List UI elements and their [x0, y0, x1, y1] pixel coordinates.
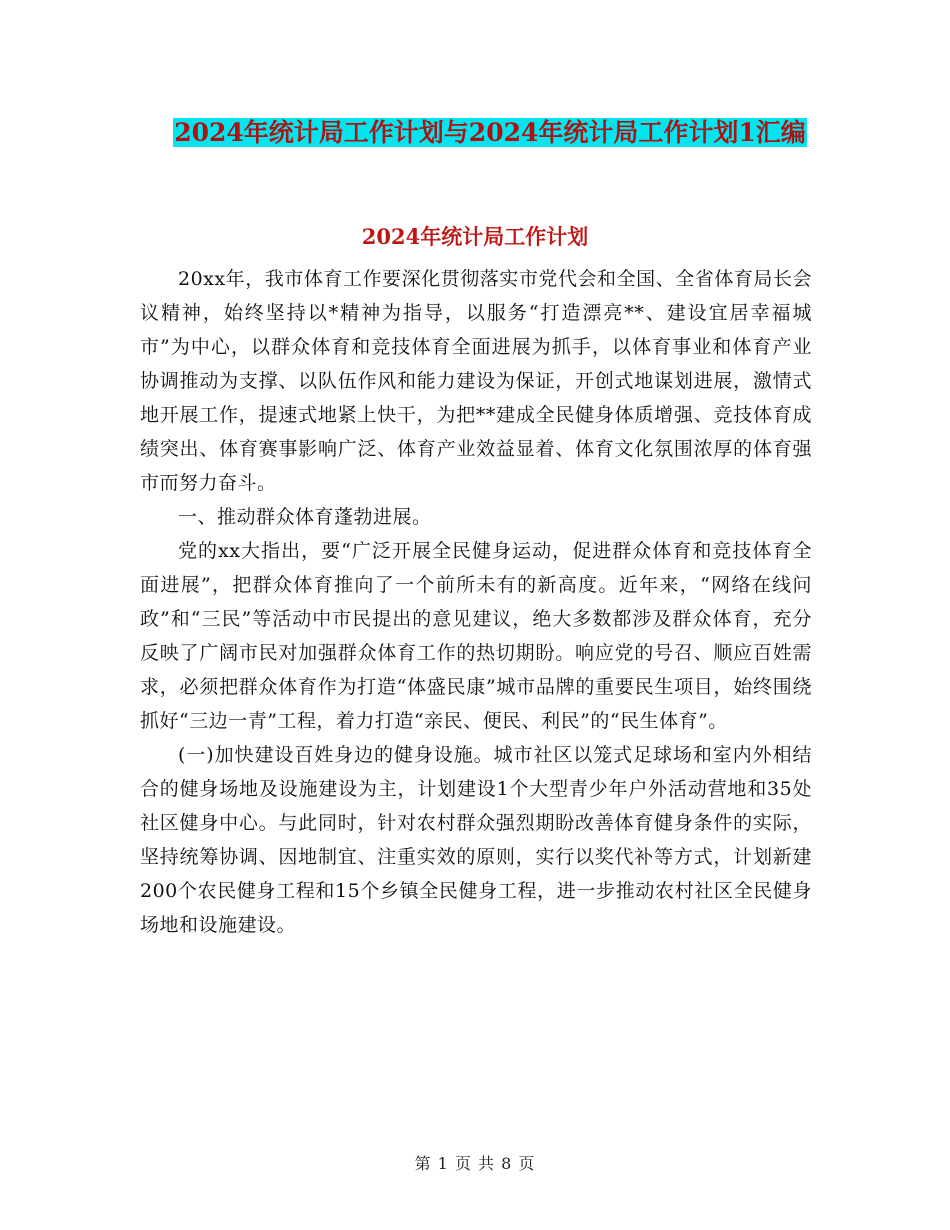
document-body [140, 262, 812, 942]
document-title-text: 2024年统计局工作计划与2024年统计局工作计划1汇编 [174, 118, 806, 147]
paragraph: 党的xx大指出，要“广泛开展全民健身运动，促进群众体育和竞技体育全面进展”，把群众体育推向了一个前所未有的新高度。近年来，“网络在线问政”和“三民”等活动中市民提出的意见建议，绝大多数都涉及群众体育，充分反映了广阔市民对加强群众体育工作的热切期盼。响应党的号召、顺应百姓需求，必须把群众体育作为打造“体盛民康”城市品牌的重要民生项目，始终围绕抓好“三边一青”工程，着力打造“亲民、便民、利民”的“民生体育”。 [140, 540, 812, 732]
document-title [140, 112, 840, 154]
page-footer: 第 1 页 共 8 页 [414, 1154, 536, 1173]
section-title: 2024年统计局工作计划 [361, 224, 589, 249]
paragraph: (一)加快建设百姓身边的健身设施。城市社区以笼式足球场和室内外相结合的健身场地及设施建设为主，计划建设1个大型青少年户外活动营地和35处社区健身中心。与此同时，针对农村群众强烈期盼改善体育健身条件的实际，坚持统筹协调、因地制宜、注重实效的原则，实行以奖代补等方式，计划新建200个农民健身工程和15个乡镇全民健身工程，进一步推动农村社区全民健身场地和设施建设。 [140, 744, 812, 936]
paragraph: 20xx年，我市体育工作要深化贯彻落实市党代会和全国、全省体育局长会议精神，始终坚持以*精神为指导，以服务“打造漂亮**、建设宜居幸福城市”为中心，以群众体育和竞技体育全面进展为抓手，以体育事业和体育产业协调推动为支撑、以队伍作风和能力建设为保证，开创式地谋划进展，激情式地开展工作，提速式地紧上快干，为把**建成全民健身体质增强、竞技体育成绩突出、体育赛事影响广泛、体育产业效益显着、体育文化氛围浓厚的体育强市而努力奋斗。 [140, 268, 812, 494]
paragraph-heading: 一、推动群众体育蓬勃进展。 [178, 506, 432, 528]
